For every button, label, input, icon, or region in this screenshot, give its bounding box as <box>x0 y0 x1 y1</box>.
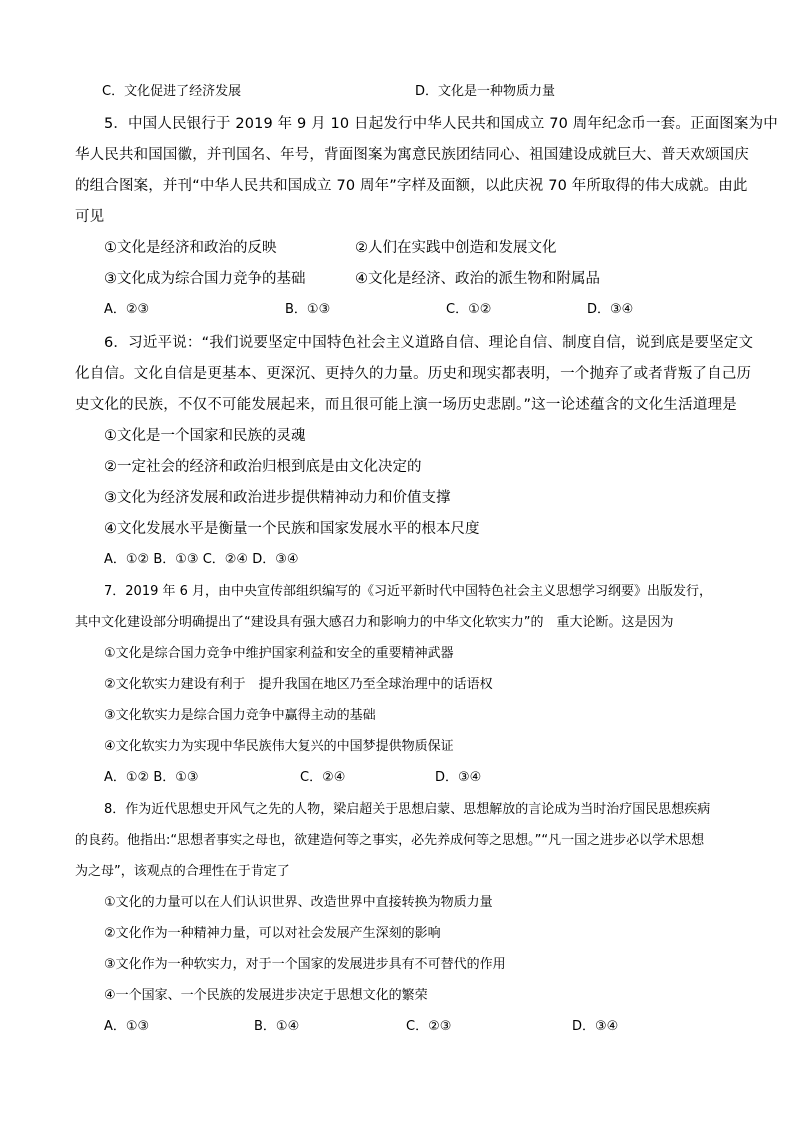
prev-option-d: D．文化是一种物质力量 <box>415 84 556 99</box>
prev-option-c: C．文化促进了经济发展 <box>102 84 242 99</box>
q5-stem-line-1: 5．中国人民银行于 2019 年 9 月 10 日起发行中华人民共和国成立 70 周年纪念币一套。正面图案为中 <box>104 116 778 132</box>
q5-choice-b: B．①③ <box>285 302 331 317</box>
q6-statement-4: ④文化发展水平是衡量一个民族和国家发展水平的根本尺度 <box>104 521 480 537</box>
q5-stem-line-4: 可见 <box>75 209 105 225</box>
q7-statement-3: ③文化软实力是综合国力竞争中赢得主动的基础 <box>104 708 376 723</box>
q7-choice-d: D．③④ <box>435 770 482 785</box>
q8-choice-a: A．①③ <box>104 1019 150 1034</box>
q5-choice-c: C．①② <box>446 302 492 317</box>
q8-statement-4: ④一个国家、一个民族的发展进步决定于思想文化的繁荣 <box>104 988 428 1003</box>
q5-stem-line-3: 的组合图案，并刊“中华人民共和国成立 70 周年”字样及面额，以此庆祝 70 年所取得的伟大成就。由此 <box>75 178 748 194</box>
q6-statement-1: ①文化是一个国家和民族的灵魂 <box>104 428 306 444</box>
q8-stem-line-1: 8．作为近代思想史开风气之先的人物，梁启超关于思想启蒙、思想解放的言论成为当时治疗国民思想疾病 <box>104 802 711 817</box>
q7-choice-ab: A．①② B．①③ <box>104 770 199 785</box>
q7-choice-c: C．②④ <box>300 770 346 785</box>
q8-choice-d: D．③④ <box>572 1019 619 1034</box>
q7-statement-1: ①文化是综合国力竞争中维护国家利益和安全的重要精神武器 <box>104 646 454 661</box>
q7-statement-4: ④文化软实力为实现中华民族伟大复兴的中国梦提供物质保证 <box>104 739 454 754</box>
q6-stem-line-1: 6．习近平说：“我们说要坚定中国特色社会主义道路自信、理论自信、制度自信，说到底是要坚定文 <box>104 335 754 351</box>
q5-statement-1: ①文化是经济和政治的反映 <box>104 240 277 256</box>
q7-stem-line-1: 7．2019 年 6 月，由中央宣传部组织编写的《习近平新时代中国特色社会主义思想学习纲要》出版发行， <box>104 584 713 599</box>
q8-stem-line-3: 为之母”，该观点的合理性在于肯定了 <box>75 864 290 879</box>
q6-statement-3: ③文化为经济发展和政治进步提供精神动力和价值支撑 <box>104 490 451 506</box>
q7-stem-line-2: 其中文化建设部分明确提出了“建设具有强大感召力和影响力的中华文化软实力”的 重大论断。这是因为 <box>75 615 674 630</box>
q5-statement-3: ③文化成为综合国力竞争的基础 <box>104 271 306 287</box>
q8-stem-line-2: 的良药。他指出:“思想者事实之母也，欲建造何等之事实，必先养成何等之思想。”“凡一国之进步必以学术思想 <box>75 833 705 848</box>
q5-statement-2: ②人们在实践中创造和发展文化 <box>355 240 557 256</box>
q8-choice-b: B．①④ <box>254 1019 300 1034</box>
q5-choice-a: A．②③ <box>104 302 150 317</box>
q8-statement-2: ②文化作为一种精神力量，可以对社会发展产生深刻的影响 <box>104 926 441 941</box>
q5-statement-4: ④文化是经济、政治的派生物和附属品 <box>355 271 600 287</box>
q8-choice-c: C．②③ <box>406 1019 452 1034</box>
q8-statement-1: ①文化的力量可以在人们认识世界、改造世界中直接转换为物质力量 <box>104 895 493 910</box>
q5-stem-line-2: 华人民共和国国徽，并刊国名、年号，背面图案为寓意民族团结同心、祖国建设成就巨大、普天欢颂国庆 <box>75 147 749 163</box>
q7-statement-2: ②文化软实力建设有利于 提升我国在地区乃至全球治理中的话语权 <box>104 677 493 692</box>
q6-stem-line-3: 史文化的民族，不仅不可能发展起来，而且很可能上演一场历史悲剧。”这一论述蕴含的文化生活道理是 <box>75 397 737 413</box>
q8-statement-3: ③文化作为一种软实力，对于一个国家的发展进步具有不可替代的作用 <box>104 957 506 972</box>
q6-choices: A．①② B．①③ C．②④ D．③④ <box>104 552 299 567</box>
q6-statement-2: ②一定社会的经济和政治归根到底是由文化决定的 <box>104 459 422 475</box>
q6-stem-line-2: 化自信。文化自信是更基本、更深沉、更持久的力量。历史和现实都表明，一个抛弃了或者背叛了自己历 <box>75 366 752 382</box>
q5-choice-d: D．③④ <box>587 302 634 317</box>
